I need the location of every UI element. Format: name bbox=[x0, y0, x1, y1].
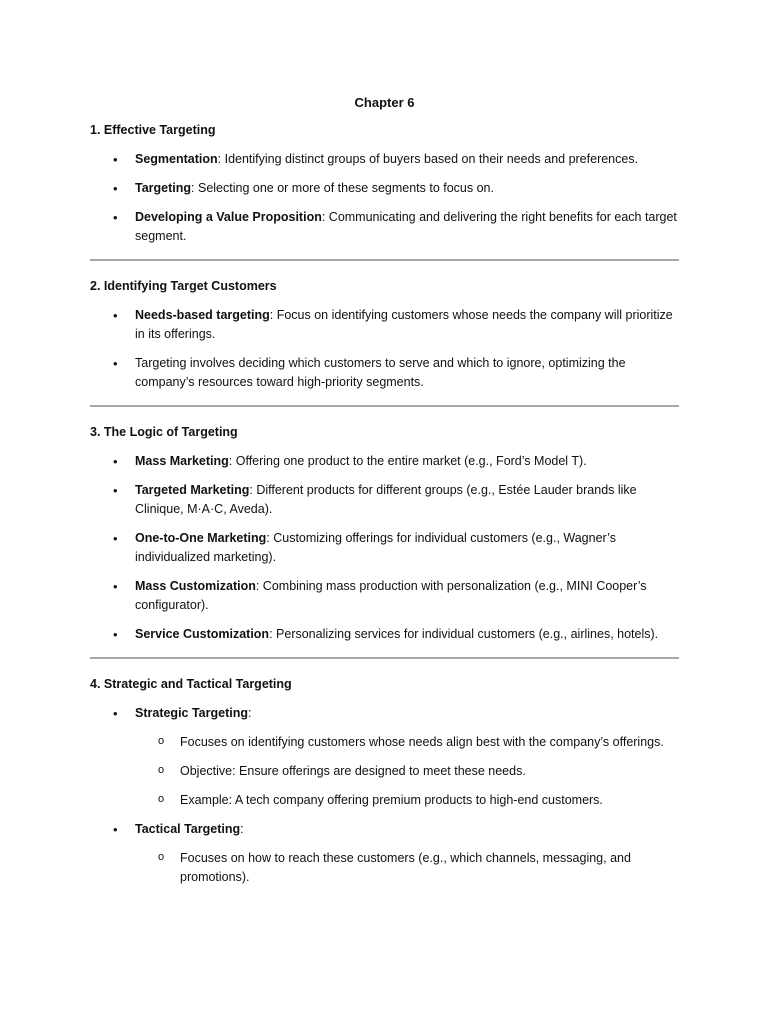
sub-list bbox=[135, 849, 679, 887]
list-item bbox=[90, 452, 679, 471]
document-page bbox=[90, 93, 679, 897]
list-item bbox=[90, 625, 679, 644]
section-strategic-tactical-targeting bbox=[90, 675, 679, 887]
list-item bbox=[90, 179, 679, 198]
item-term: Targeting bbox=[135, 181, 192, 195]
bullet-list bbox=[90, 452, 679, 644]
item-text: : Different products for different groups (e.g., Estée Lauder brands like Clinique, M·A·C, Aveda). bbox=[135, 483, 637, 516]
item-text: : Communicating and delivering the right benefits for each target segment. bbox=[135, 210, 677, 243]
section-identifying-target-customers bbox=[90, 277, 679, 392]
item-term: Segmentation bbox=[135, 152, 218, 166]
bullet-list bbox=[90, 150, 679, 246]
item-text: : Customizing offerings for individual customers (e.g., Wagner’s individualized marketing). bbox=[135, 531, 616, 564]
list-item bbox=[90, 704, 679, 810]
item-term: Targeted Marketing bbox=[135, 483, 250, 497]
section-divider bbox=[90, 259, 679, 261]
list-item bbox=[90, 529, 679, 567]
item-term: Strategic Targeting bbox=[135, 706, 248, 720]
item-term: Mass Customization bbox=[135, 579, 256, 593]
bullet-list bbox=[90, 704, 679, 887]
item-term: Service Customization bbox=[135, 627, 270, 641]
list-item bbox=[90, 820, 679, 887]
section-heading: 1. Effective Targeting bbox=[90, 123, 216, 137]
section-heading: 2. Identifying Target Customers bbox=[90, 279, 277, 293]
section-heading: 3. The Logic of Targeting bbox=[90, 425, 238, 439]
list-item bbox=[90, 481, 679, 519]
item-text: : Selecting one or more of these segments to focus on. bbox=[191, 181, 494, 195]
item-text: : bbox=[247, 706, 252, 720]
bullet-list bbox=[90, 306, 679, 392]
section-heading: 4. Strategic and Tactical Targeting bbox=[90, 677, 292, 691]
item-text: : Combining mass production with personalization (e.g., MINI Cooper’s configurator). bbox=[135, 579, 647, 612]
list-item bbox=[90, 150, 679, 169]
item-term: Developing a Value Proposition bbox=[135, 210, 322, 224]
item-text: : Identifying distinct groups of buyers based on their needs and preferences. bbox=[217, 152, 639, 166]
section-logic-of-targeting bbox=[90, 423, 679, 644]
list-item bbox=[90, 208, 679, 246]
sub-list-item: o Focuses on how to reach these customers (e.g., which channels, messaging, and promotions). bbox=[135, 849, 679, 887]
sub-list-item: o Example: A tech company offering premium products to high-end customers. bbox=[135, 791, 679, 810]
item-text: Targeting involves deciding which customers to serve and which to ignore, optimizing the company’s resources toward high-priority segments. bbox=[135, 356, 626, 389]
item-term: Mass Marketing bbox=[135, 454, 229, 468]
page-title: Chapter 6 bbox=[354, 95, 415, 110]
item-term: Needs-based targeting bbox=[135, 308, 270, 322]
item-term: Tactical Targeting bbox=[135, 822, 241, 836]
list-item bbox=[90, 306, 679, 344]
sub-list bbox=[135, 733, 679, 810]
sub-list-item: o Objective: Ensure offerings are designed to meet these needs. bbox=[135, 762, 679, 781]
item-text: : bbox=[240, 822, 244, 836]
item-text: : Offering one product to the entire market (e.g., Ford’s Model T). bbox=[228, 454, 587, 468]
section-divider bbox=[90, 657, 679, 659]
sub-list-item: o Focuses on identifying customers whose needs align best with the company’s offerings. bbox=[135, 733, 679, 752]
section-effective-targeting bbox=[90, 121, 679, 246]
list-item bbox=[90, 354, 679, 392]
item-text: : Focus on identifying customers whose needs the company will prioritize in its offerings. bbox=[135, 308, 673, 341]
item-term: One-to-One Marketing bbox=[135, 531, 267, 545]
section-divider bbox=[90, 405, 679, 407]
list-item bbox=[90, 577, 679, 615]
item-text: : Personalizing services for individual customers (e.g., airlines, hotels). bbox=[269, 627, 659, 641]
